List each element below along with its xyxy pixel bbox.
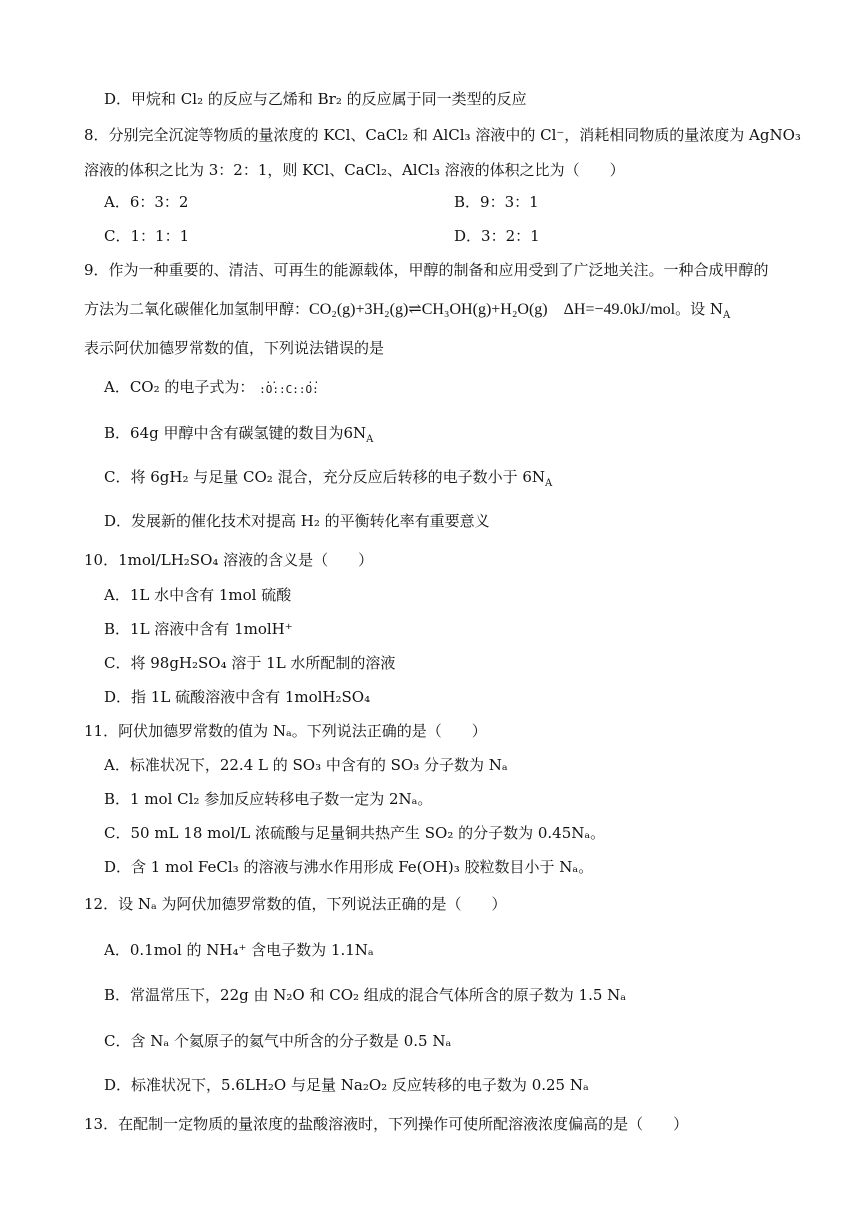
q13-stem: 13．在配制一定物质的量浓度的盐酸溶液时，下列操作可使所配溶液浓度偏高的是（ ） <box>84 1115 689 1133</box>
q9-stem-line3: 表示阿伏加德罗常数的值，下列说法错误的是 <box>84 339 385 357</box>
q11-option-c: C．50 mL 18 mol/L 浓硫酸与足量铜共热产生 SO₂ 的分子数为 0.45Nₐ。 <box>104 824 606 842</box>
q8-option-c: C．1：1：1 <box>104 227 190 245</box>
q9-option-a-text: A．CO₂ 的电子式为： <box>104 378 255 396</box>
q11-option-a: A．标准状况下，22.4 L 的 SO₃ 中含有的 SO₃ 分子数为 Nₐ <box>104 756 508 774</box>
q12-stem: 12．设 Nₐ 为阿伏加德罗常数的值，下列说法正确的是（ ） <box>84 895 507 913</box>
q8-stem-line2: 溶液的体积之比为 3：2：1，则 KCl、CaCl₂、AlCl₃ 溶液的体积之比为（ ） <box>84 161 625 179</box>
q8-option-a: A．6：3：2 <box>104 193 189 211</box>
q10-option-b: B．1L 溶液中含有 1molH⁺ <box>104 620 293 638</box>
q11-stem: 11．阿伏加德罗常数的值为 Nₐ。下列说法正确的是（ ） <box>84 722 487 740</box>
q9-na-subscript: A <box>723 310 731 321</box>
q9-stem-line2-suffix: 。设 N <box>675 300 723 318</box>
q11-option-b: B．1 mol Cl₂ 参加反应转移电子数一定为 2Nₐ。 <box>104 790 433 808</box>
q9-stem-line2-prefix: 方法为二氧化碳催化加氢制甲醇： <box>84 300 310 318</box>
q10-stem: 10．1mol/LH₂SO₄ 溶液的含义是（ ） <box>84 551 374 569</box>
q9-option-c: C．将 6gH₂ 与足量 CO₂ 混合，充分反应后转移的电子数小于 $6N_A$ <box>104 468 553 489</box>
q12-option-c: C．含 Nₐ 个氦原子的氦气中所含的分子数是 0.5 Nₐ <box>104 1032 452 1050</box>
q11-option-d: D．含 1 mol FeCl₃ 的溶液与沸水作用形成 Fe(OH)₃ 胶粒数目小于 Nₐ。 <box>104 858 594 876</box>
q9-option-b: B．64g 甲醇中含有碳氢键的数目为$6N_A$ <box>104 424 374 445</box>
q10-option-d: D．指 1L 硫酸溶液中含有 1molH₂SO₄ <box>104 688 371 706</box>
co2-electron-formula: .. .. :O::C::O: <box>259 375 320 396</box>
q12-option-a: A．0.1mol 的 NH₄⁺ 含电子数为 1.1Nₐ <box>104 941 374 959</box>
q8-option-b: B．9：3：1 <box>454 193 539 211</box>
q9-option-d: D．发展新的催化技术对提高 H₂ 的平衡转化率有重要意义 <box>104 512 490 530</box>
q12-option-d: D．标准状况下，5.6LH₂O 与足量 Na₂O₂ 反应转移的电子数为 0.25 Nₐ <box>104 1076 589 1094</box>
q9-stem-line2 <box>84 299 730 320</box>
q9-equation: CO₂(g)+3H₂(g)⇌CH₃OH(g)+H₂O(g) ΔH=−49.0kJ/mol <box>309 301 676 318</box>
q8-option-d: D．3：2：1 <box>454 227 540 245</box>
q9-option-a <box>104 377 319 399</box>
q12-option-b: B．常温常压下，22g 由 N₂O 和 CO₂ 组成的混合气体所含的原子数为 1.5 Nₐ <box>104 986 627 1004</box>
q7-option-d: D．甲烷和 Cl₂ 的反应与乙烯和 Br₂ 的反应属于同一类型的反应 <box>104 90 527 108</box>
q10-option-a: A．1L 水中含有 1mol 硫酸 <box>104 586 292 604</box>
q8-stem-line1: 8．分别完全沉淀等物质的量浓度的 KCl、CaCl₂ 和 AlCl₃ 溶液中的 Cl⁻，消耗相同物质的量浓度为 AgNO₃ <box>84 126 801 144</box>
q9-stem-line1: 9．作为一种重要的、清洁、可再生的能源载体，甲醇的制备和应用受到了广泛地关注。一种合成甲醇的 <box>84 261 769 279</box>
q10-option-c: C．将 98gH₂SO₄ 溶于 1L 水所配制的溶液 <box>104 654 396 672</box>
